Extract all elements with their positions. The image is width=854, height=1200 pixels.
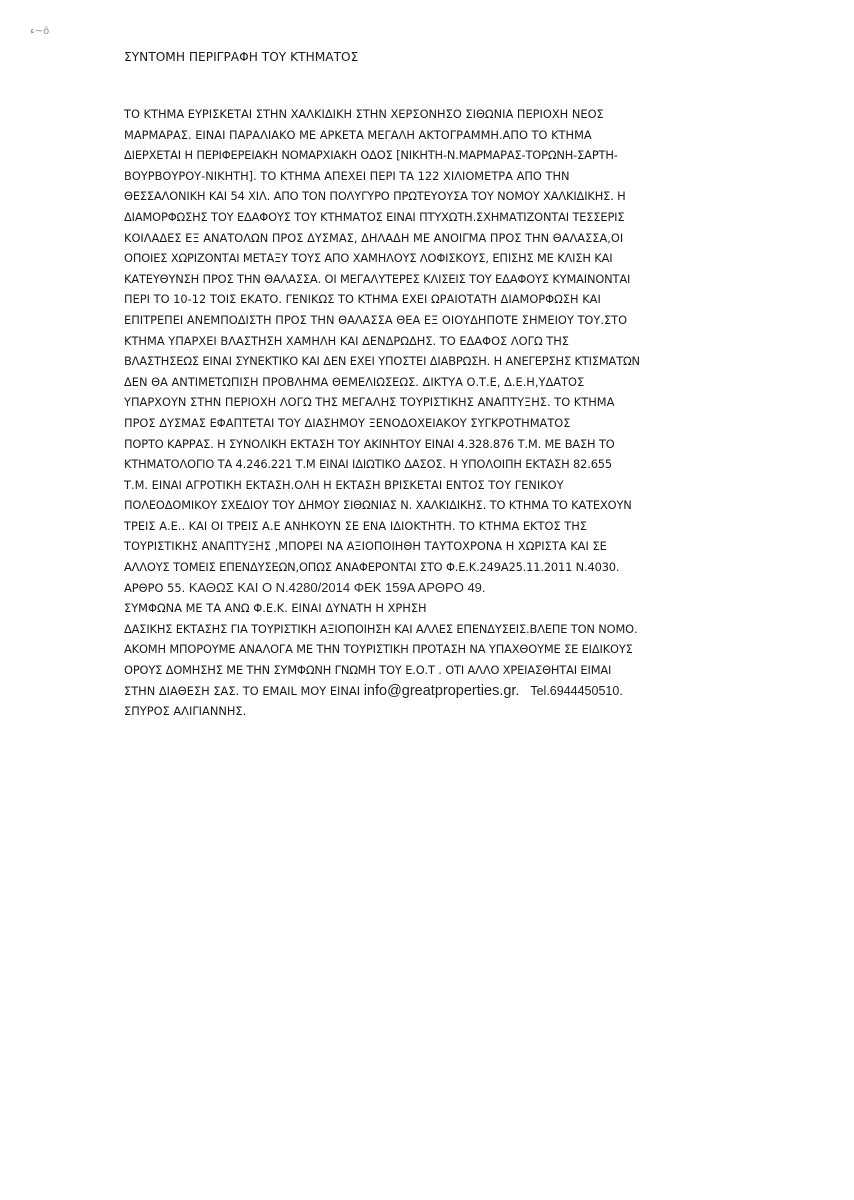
body-line-arthro (124, 578, 764, 599)
scan-corner-mark: ء~ö (30, 26, 51, 37)
law-reference-text: ΚΑΘΩΣ ΚΑΙ Ο Ν.4280/2014 ΦΕΚ 159Α ΑΡΘΡΟ 49. (188, 579, 486, 595)
signature-line: ΣΠΥΡΟΣ ΑΛΙΓΙΑΝΝΗΣ. (124, 704, 247, 719)
body-line: ΠΕΡΙ ΤΟ 10-12 ΤΟΙΣ ΕΚΑΤΟ. ΓΕΝΙΚΩΣ ΤΟ ΚΤΗΜΑ ΕΧΕΙ ΩΡΑΙΟΤΑΤΗ ΔΙΑΜΟΡΦΩΣΗ ΚΑΙ (124, 292, 601, 307)
body-line: ΒΟΥΡΒΟΥΡΟΥ-ΝΙΚΗΤΗ]. ΤΟ ΚΤΗΜΑ ΑΠΕΧΕΙ ΠΕΡΙ ΤΑ 122 ΧΙΛΙΟΜΕΤΡΑ ΑΠΟ ΤΗΝ (124, 168, 570, 183)
body-line: ΤΟ ΚΤΗΜΑ ΕΥΡΙΣΚΕΤΑΙ ΣΤΗΝ ΧΑΛΚΙΔΙΚΗ ΣΤΗΝ ΧΕΡΣΟΝΗΣΟ ΣΙΘΩΝΙΑ ΠΕΡΙΟΧΗ ΝΕΟΣ (124, 107, 604, 121)
body-line: ΚΤΗΜΑΤΟΛΟΓΙΟ ΤΑ 4.246.221 Τ.Μ ΕΙΝΑΙ ΙΔΙΩΤΙΚΟ ΔΑΣΟΣ. Η ΥΠΟΛΟΙΠΗ ΕΚΤΑΣΗ 82.655 (124, 457, 612, 472)
body-line: ΠΡΟΣ ΔΥΣΜΑΣ ΕΦΑΠΤΕΤΑΙ ΤΟΥ ΔΙΑΣΗΜΟΥ ΞΕΝΟΔΟΧΕΙΑΚΟΥ ΣΥΓΚΡΟΤΗΜΑΤΟΣ (124, 415, 571, 430)
body-line: Τ.Μ. ΕΙΝΑΙ ΑΓΡΟΤΙΚΗ ΕΚΤΑΣΗ.ΟΛΗ Η ΕΚΤΑΣΗ ΒΡΙΣΚΕΤΑΙ ΕΝΤΟΣ ΤΟΥ ΓΕΝΙΚΟΥ (124, 477, 564, 492)
body-line: ΠΟΛΕΟΔΟΜΙΚΟΥ ΣΧΕΔΙΟΥ ΤΟΥ ΔΗΜΟΥ ΣΙΘΩΝΙΑΣ Ν. ΧΑΛΚΙΔΙΚΗΣ. ΤΟ ΚΤΗΜΑ ΤΟ ΚΑΤΕΧΟΥΝ (124, 498, 632, 513)
body-line: ΥΠΑΡΧΟΥΝ ΣΤΗΝ ΠΕΡΙΟΧΗ ΛΟΓΩ ΤΗΣ ΜΕΓΑΛΗΣ ΤΟΥΡΙΣΤΙΚΗΣ ΑΝΑΠΤΥΞΗΣ. ΤΟ ΚΤΗΜΑ (124, 395, 615, 410)
contact-line (124, 681, 764, 702)
body-line: ΘΕΣΣΑΛΟΝΙΚΗ ΚΑΙ 54 ΧΙΛ. ΑΠΟ ΤΟΝ ΠΟΛΥΓΥΡΟ ΠΡΩΤΕΥΟΥΣΑ ΤΟΥ ΝΟΜΟΥ ΧΑΛΚΙΔΙΚΗΣ. Η (124, 189, 626, 204)
body-line: ΠΟΡΤΟ ΚΑΡΡΑΣ. Η ΣΥΝΟΛΙΚΗ ΕΚΤΑΣΗ ΤΟΥ ΑΚΙΝΗΤΟΥ ΕΙΝΑΙ 4.328.876 Τ.Μ. ΜΕ ΒΑΣΗ ΤΟ (124, 436, 615, 451)
contact-intro-text: ΣΤΗΝ ΔΙΑΘΕΣΗ ΣΑΣ. ΤΟ EMAIL ΜΟΥ ΕΙΝΑΙ (124, 683, 364, 698)
body-line: ΑΛΛΟΥΣ ΤΟΜΕΙΣ ΕΠΕΝΔΥΣΕΩΝ,ΟΠΩΣ ΑΝΑΦΕΡΟΝΤΑΙ ΣΤΟ Φ.Ε.Κ.249Α25.11.2011 Ν.4030. (124, 560, 620, 575)
body-line: ΣΥΜΦΩΝΑ ΜΕ ΤΑ ΑΝΩ Φ.Ε.Κ. ΕΙΝΑΙ ΔΥΝΑΤΗ Η ΧΡΗΣΗ (124, 601, 427, 616)
document-title: ΣΥΝΤΟΜΗ ΠΕΡΙΓΡΑΦΗ ΤΟΥ ΚΤΗΜΑΤΟΣ (124, 50, 359, 64)
body-line: ΚΟΙΛΑΔΕΣ ΕΞ ΑΝΑΤΟΛΩΝ ΠΡΟΣ ΔΥΣΜΑΣ, ΔΗΛΑΔΗ ΜΕ ΑΝΟΙΓΜΑ ΠΡΟΣ ΤΗΝ ΘΑΛΑΣΣΑ,ΟΙ (124, 230, 624, 245)
email-link[interactable]: info@greatproperties.gr. (363, 682, 520, 699)
body-line: ΒΛΑΣΤΗΣΕΩΣ ΕΙΝΑΙ ΣΥΝΕΚΤΙΚΟ ΚΑΙ ΔΕΝ ΕΧΕΙ ΥΠΟΣΤΕΙ ΔΙΑΒΡΩΣΗ. Η ΑΝΕΓΕΡΣΗΣ ΚΤΙΣΜΑΤΩΝ (124, 354, 640, 369)
body-line: ΕΠΙΤΡΕΠΕΙ ΑΝΕΜΠΟΔΙΣΤΗ ΠΡΟΣ ΤΗΝ ΘΑΛΑΣΣΑ ΘΕΑ ΕΞ ΟΙΟΥΔΗΠΟΤΕ ΣΗΜΕΙΟΥ ΤΟΥ.ΣΤΟ (124, 312, 628, 327)
body-line: ΟΠΟΙΕΣ ΧΩΡΙΖΟΝΤΑΙ ΜΕΤΑΞΥ ΤΟΥΣ ΑΠΟ ΧΑΜΗΛΟΥΣ ΛΟΦΙΣΚΟΥΣ, ΕΠΙΣΗΣ ΜΕ ΚΛΙΣΗ ΚΑΙ (124, 251, 613, 266)
body-line: ΟΡΟΥΣ ΔΟΜΗΣΗΣ ΜΕ ΤΗΝ ΣΥΜΦΩΝΗ ΓΝΩΜΗ ΤΟΥ Ε.Ο.Τ . ΟΤΙ ΑΛΛΟ ΧΡΕΙΑΣΘΗΤΑΙ ΕΙΜΑΙ (124, 663, 612, 678)
body-line: ΚΑΤΕΥΘΥΝΣΗ ΠΡΟΣ ΤΗΝ ΘΑΛΑΣΣΑ. ΟΙ ΜΕΓΑΛΥΤΕΡΕΣ ΚΛΙΣΕΙΣ ΤΟΥ ΕΔΑΦΟΥΣ ΚΥΜΑΙΝΟΝΤΑΙ (124, 271, 631, 286)
body-line: ΚΤΗΜΑ ΥΠΑΡΧΕΙ ΒΛΑΣΤΗΣΗ ΧΑΜΗΛΗ ΚΑΙ ΔΕΝΔΡΩΔΗΣ. ΤΟ ΕΔΑΦΟΣ ΛΟΓΩ ΤΗΣ (124, 333, 570, 348)
body-line: ΜΑΡΜΑΡΑΣ. ΕΙΝΑΙ ΠΑΡΑΛΙΑΚΟ ΜΕ ΑΡΚΕΤΑ ΜΕΓΑΛΗ ΑΚΤΟΓΡΑΜΜΗ.ΑΠΟ ΤΟ ΚΤΗΜΑ (124, 127, 592, 142)
document-body (124, 104, 764, 722)
body-line: ΑΚΟΜΗ ΜΠΟΡΟΥΜΕ ΑΝΑΛΟΓΑ ΜΕ ΤΗΝ ΤΟΥΡΙΣΤΙΚΗ ΠΡΟΤΑΣΗ ΝΑ ΥΠΑΧΘΟΥΜΕ ΣΕ ΕΙΔΙΚΟΥΣ (124, 642, 633, 657)
body-line: ΔΙΑΜΟΡΦΩΣΗΣ ΤΟΥ ΕΔΑΦΟΥΣ ΤΟΥ ΚΤΗΜΑΤΟΣ ΕΙΝΑΙ ΠΤΥΧΩΤΗ.ΣΧΗΜΑΤΙΖΟΝΤΑΙ ΤΕΣΣΕΡΙΣ (124, 209, 625, 224)
body-line: ΔΕΝ ΘΑ ΑΝΤΙΜΕΤΩΠΙΣΗ ΠΡΟΒΛΗΜΑ ΘΕΜΕΛΙΩΣΕΩΣ. ΔΙΚΤΥΑ Ο.Τ.Ε, Δ.Ε.Η,ΥΔΑΤΟΣ (124, 374, 585, 389)
arthro-text: ΑΡΘΡΟ 55. (124, 580, 189, 595)
body-line: ΔΙΕΡΧΕΤΑΙ Η ΠΕΡΙΦΕΡΕΙΑΚΗ ΝΟΜΑΡΧΙΑΚΗ ΟΔΟΣ [ΝΙΚΗΤΗ-Ν.ΜΑΡΜΑΡΑΣ-ΤΟΡΩΝΗ-ΣΑΡΤΗ- (124, 148, 618, 163)
phone-number: Tel.6944450510. (530, 683, 623, 698)
body-line: ΔΑΣΙΚΗΣ ΕΚΤΑΣΗΣ ΓΙΑ ΤΟΥΡΙΣΤΙΚΗ ΑΞΙΟΠΟΙΗΣΗ ΚΑΙ ΑΛΛΕΣ ΕΠΕΝΔΥΣΕΙΣ.ΒΛΕΠΕ ΤΟΝ ΝΟΜΟ. (124, 621, 638, 636)
body-line: ΤΡΕΙΣ Α.Ε.. ΚΑΙ ΟΙ ΤΡΕΙΣ Α.Ε ΑΝΗΚΟΥΝ ΣΕ ΕΝΑ ΙΔΙΟΚΤΗΤΗ. ΤΟ ΚΤΗΜΑ ΕΚΤΟΣ ΤΗΣ (124, 518, 587, 533)
body-line: ΤΟΥΡΙΣΤΙΚΗΣ ΑΝΑΠΤΥΞΗΣ ,ΜΠΟΡΕΙ ΝΑ ΑΞΙΟΠΟΙΗΘΗ ΤΑΥΤΟΧΡΟΝΑ Η ΧΩΡΙΣΤΑ ΚΑΙ ΣΕ (124, 539, 607, 554)
